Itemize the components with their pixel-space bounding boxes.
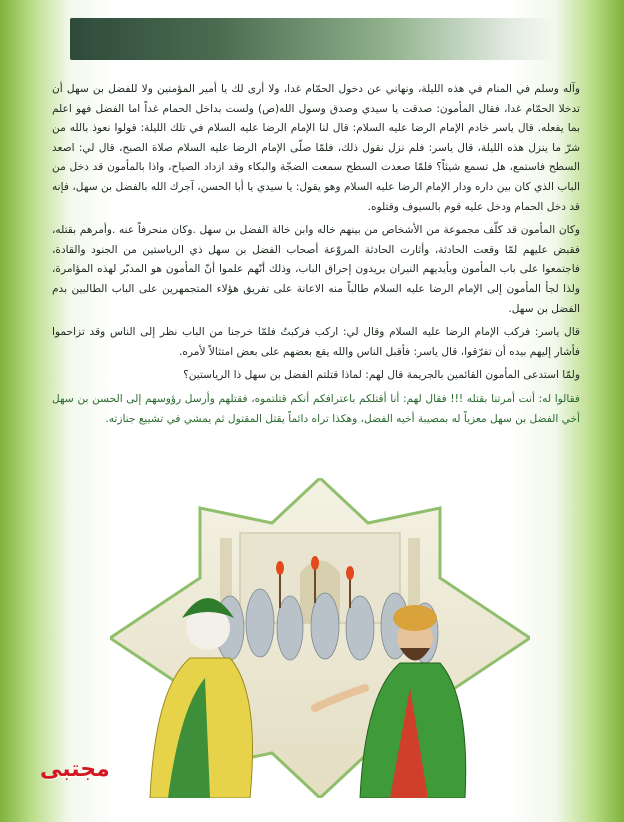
paragraph-3: قال ياسر: فركب الإمام الرضا عليه السلام وقال لي: اركب فركبتُ فلمّا خرجنا من الباب نظر إلى الناس وقد تزاحموا فأشار إليهم بيده أن تفرّقوا، قال ياسر: فأقبل الناس والله يقع بعضهم على بعض امتثالاً لأمره. xyxy=(52,326,580,358)
paragraph-1: وآله وسلم في المنام في هذه الليلة، ونهاني عن دخول الحمّام غدا، ولا أرى لك يا أمير المؤمنين ولا للفضل بن سهل أن تدخلا الحمّام غدا، فقال المأمون: صدقت يا سيدي وصدق وسول الله(ص) ولست بداخل الحمام غداً اما الفضل فهو اعلم بما يفعله. قال ياسر خادم الإمام الرضا عليه السلام: قال لنا الإمام الرضا عليه السلام في تلك الليلة: قولوا نعوذ بالله من شرّ ما ينزل هذه الليلة، قال ياسر: فلم نزل نقول ذلك، فلمّا صلّى الإمام الرضا عليه السلام صلاة الصبح، قال لي: اصعد السطح فاستمع، هل تسمع شيئاً؟ فلمّا صعدت السطح سمعت الضجّة والبكاء وقد ازداد الصياح، واذا بالمأمون قد دخل من الباب الذي كان بين داره ودار الإمام الرضا عليه السلام وهو يقول: يا سيدي يا أبا الحسن، آجرك الله بالفضل بن سهل، فإنه قد دخل الحمام ودخل عليه قوم بالسيوف وقتلوه. xyxy=(52,83,580,213)
paragraph-2: وكان المأمون قد كلّف مجموعة من الأشخاص من بينهم خاله وابن خالة الفضل بن سهل .وكان منحرفاً عنه .وأمرهم بقتله، فقبض عليهم لمّا وقعت الحادثة، وأثارت الحادثة المروّعة أصحاب الفضل بن سهل ذي الرياستين من الجنود والقادة، فاجتمعوا على باب المأمون وبأيديهم النيران يريدون إحراق الباب، وذلك أنّهم علموا أنّ المأمون هو المدبّر لهذه المؤامرة، ولذا لجأ المأمون إلى الإمام الرضا عليه السلام طالباً منه الاعانة على تفريق هؤلاء المتجمهرين على الباب الطالبين بدم الفضل بن سهل. xyxy=(52,224,580,315)
article-body xyxy=(52,80,580,433)
paragraph-5: فقالوا له: أنت أمرتنا بقتله !!! فقال لهم: أنا أقتلكم باعترافكم أنكم قتلتموه، فقتلهم وأرسل رؤوسهم إلى الحسن بن سهل أخي الفضل بن سهل معزياً له بمصيبة أخيه الفضل، وهكذا تراه دائماً يقتل المقتول ثم يمشي في تشييع جنازته. xyxy=(52,392,580,425)
header-bar xyxy=(70,18,554,60)
magazine-logo: مجتبی xyxy=(40,757,110,782)
paragraph-4: ولمّا استدعى المأمون القائمين بالجريمة قال لهم: لماذا قتلتم الفضل بن سهل ذا الرياستين؟ xyxy=(183,369,580,382)
scene-illustration xyxy=(110,478,530,798)
